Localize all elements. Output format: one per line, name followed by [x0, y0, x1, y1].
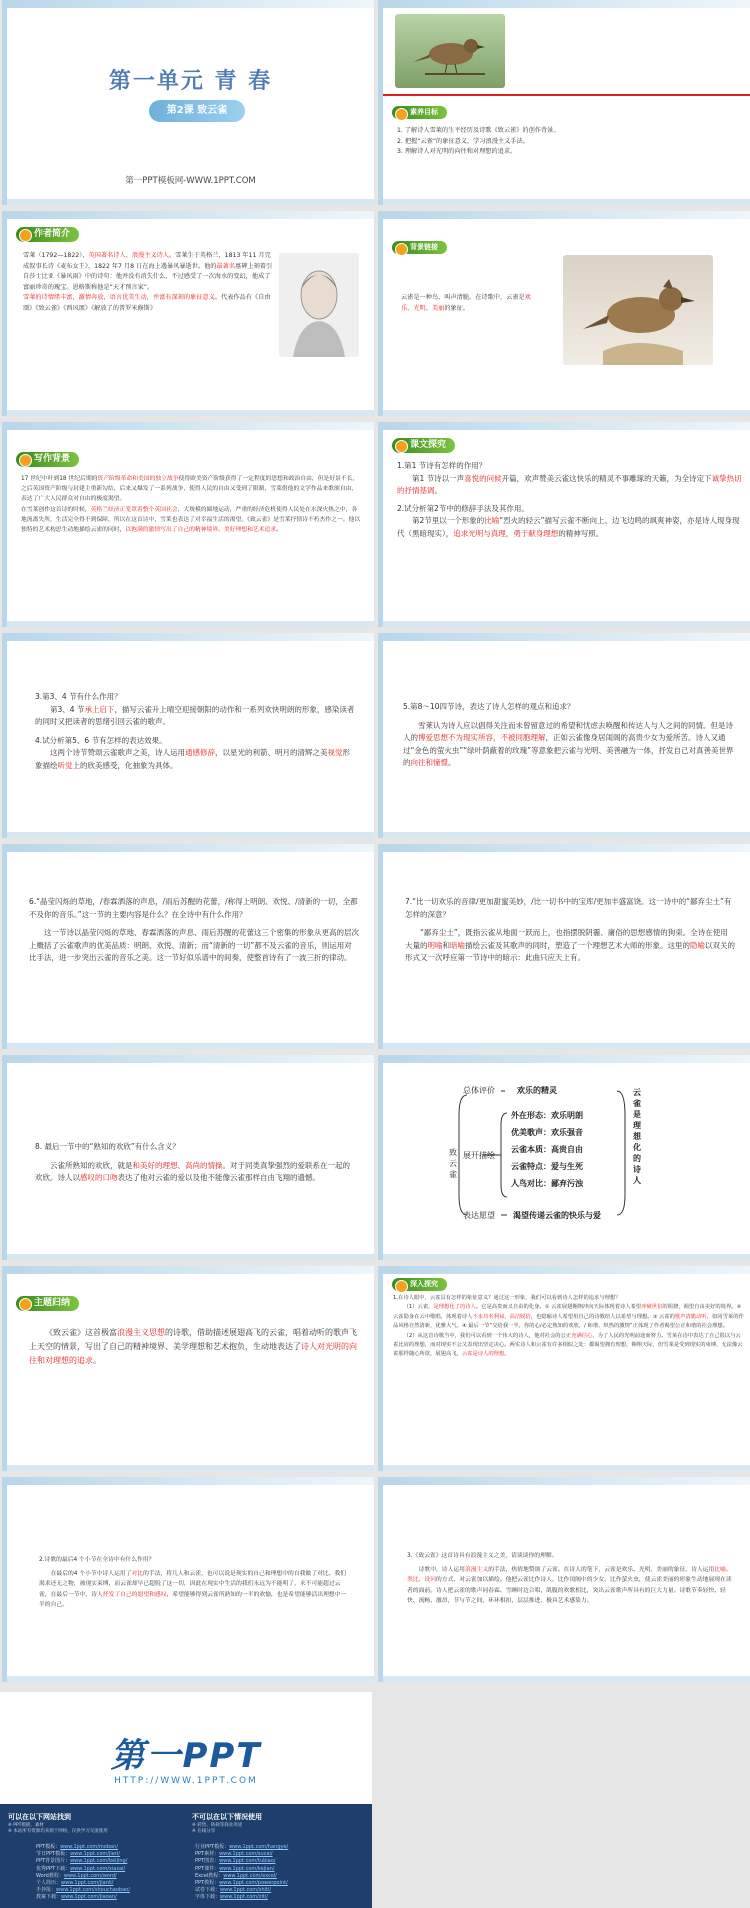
- t: 喜悦的问候: [464, 473, 502, 483]
- note: ※ 转售、转载等商业用途: [192, 1823, 243, 1828]
- t: 和美好的理想、高尚的情操: [132, 1160, 223, 1170]
- t: “烈火的轻云”描写云雀不断向上、边飞边鸣的飒爽神姿，亦是诗人现身现代（黑暗现实），: [397, 516, 740, 538]
- t: 的阻挠，渴望自由美好的境界。② 云雀隐身在云中歌唱，体现着诗人: [393, 1304, 742, 1320]
- inquiry-text: [393, 1294, 745, 1360]
- t: 开篇，欢声赞美云雀这快乐的精灵不事雕琢的天籁，为全诗定下: [501, 473, 712, 483]
- cover-footer: 第一PPT模板网-WWW.1PPT.COM: [125, 176, 256, 186]
- answer: 这一节诗以晶莹闪烁的草地、春霖洒落的声息、雨后苏醒的花蕾这三个密集的形象从更高的层次上概括了云雀歌声的优美品质：明朗、欢悦、清新；而“清新的一切”都不及云雀的音乐，则运用对比手法，进一步突出云雀的音乐之美。这一节好似乐谱中的间奏，使整首诗有了一波三折的律动。: [29, 928, 359, 962]
- t: 冲破世俗: [641, 1304, 663, 1311]
- slide-question-7[interactable]: [378, 844, 750, 1049]
- t: 第2节里以一个形象的: [412, 516, 485, 525]
- q8-text: [35, 1141, 355, 1185]
- promo-link-label: PPT模板：: [36, 1844, 61, 1850]
- t: 的手法，热情地赞颂了云雀。在诗人的笔下，云雀是欢乐、光明、美丽的象征。诗人运用: [488, 1567, 715, 1574]
- t: 是理想化了的诗人: [433, 1304, 476, 1311]
- promo-link-label: 节日PPT模板：: [36, 1851, 71, 1858]
- t: 17 世纪中叶到18 世纪后期的: [21, 476, 98, 482]
- t: 上的欣美感受，化抽象为具体。: [72, 760, 178, 770]
- t: 隐喻: [690, 940, 705, 950]
- t: ，描写云雀升上晴空迎接朝阳的动作和一系列欢快明朗的形象，感染读者的同时又把读者的思绪引回云雀的歌声。: [35, 704, 355, 726]
- t: “鄙弃尘土”，既指云雀从地面一跃而上，也指摆脱阴霾、庸俗的思想感情的狗束。全诗在使用大量的: [405, 928, 728, 950]
- slide-promo[interactable]: [0, 1692, 372, 1908]
- t: 《致云雀》这首极富: [45, 1328, 117, 1337]
- t: 。: [504, 1351, 510, 1358]
- writing-background-text: [21, 474, 361, 535]
- t: 。它是高贵而又自由的化身。① 云雀展翅翱翔冲向天际体现着诗人希望: [475, 1304, 642, 1311]
- t: 浪漫主义: [464, 1567, 489, 1574]
- promo-link-row: [195, 1866, 288, 1873]
- tree-side: 云雀是理想化的诗人: [633, 1088, 641, 1185]
- promo-link-label: PPT教程：: [195, 1880, 220, 1887]
- promo-link-label: Excel教程：: [195, 1872, 224, 1879]
- promo-link-label: Word教程：: [36, 1872, 64, 1879]
- note: ※ PPT模板、素材: [8, 1823, 44, 1828]
- promo-link[interactable]: www.1ppt.com/kejian/: [219, 1865, 275, 1872]
- t: 和: [442, 940, 450, 950]
- promo-heading: 不可以在以下情况使用: [192, 1813, 262, 1821]
- t: 通感修辞: [185, 748, 215, 757]
- shelley-portrait: [279, 253, 359, 357]
- tree-leaf: 欢乐的精灵: [517, 1086, 557, 1095]
- slide-question-6[interactable]: [2, 844, 374, 1049]
- t: 歌声清脆动听: [674, 1313, 707, 1320]
- slide-text-exploration[interactable]: [378, 422, 750, 627]
- question: 3.《致云雀》这首诗具有浪漫主义之美，请谈谈你的理解。: [407, 1553, 558, 1559]
- t: 抒发了自己的愿望和感叹: [102, 1591, 167, 1598]
- t: （1）云雀，: [403, 1304, 434, 1311]
- t: 在最后的4 个小节中诗人运用了: [50, 1571, 132, 1578]
- promo-link-label: 手抄报：: [36, 1887, 57, 1894]
- tree-leaf: 渴望传递云雀的快乐与爱: [513, 1211, 601, 1220]
- romanticism-text: [407, 1551, 732, 1606]
- slide-theme[interactable]: [2, 1266, 374, 1471]
- promo-link-label: PPT背景图片：: [36, 1858, 71, 1865]
- t: ，为了人民的光明前途而努力。雪莱在诗中表达了自己很以与云雀比肩的理想，而对现实不公又表现出坚定决心。两实诗人和云雀有许多相似之处：都渴望拥有理想，翱翔天际，但雪莱是受到现实的束缚，无法像云雀那样随心所欲，展翅高飞，: [393, 1332, 743, 1358]
- question: 1.第1 节诗有怎样的作用？: [397, 461, 487, 470]
- t: 。代表作品有《自由颂》《致云雀》《西风颂》《解放了的普罗米修斯》: [23, 294, 271, 312]
- tree-branch: 表达愿望: [463, 1211, 495, 1220]
- t: 第1 节诗以一声: [412, 473, 465, 483]
- t: 。: [276, 527, 282, 534]
- t: 最著名: [216, 262, 236, 270]
- t: ，也隐喻诗人希望用自己的诗歌给人以希望与理想。③ 云雀的: [530, 1313, 675, 1320]
- t: （2）从这首诗歌当中，我们可以看到一个伟大的诗人，他对社会的公正: [403, 1332, 572, 1339]
- slide-romanticism[interactable]: [378, 1477, 750, 1682]
- t: 充满信心: [571, 1332, 593, 1339]
- tree-leaf: 云雀本质：高贵自由: [511, 1145, 583, 1154]
- promo-link[interactable]: www.1ppt.com/jianli/: [61, 1880, 114, 1887]
- tree-branch: 总体评价: [463, 1086, 495, 1095]
- promo-link-row: [195, 1858, 288, 1865]
- t: 的精神写照。: [558, 528, 604, 538]
- t: 的诗歌，借助描述展翅高飞的云雀，唱着动听的歌声飞上天空的情景，写出了自己的精神境界、美学理想和艺术抱负，生动地表达了: [29, 1328, 357, 1351]
- objectives-list: [397, 126, 737, 158]
- objective-item: 3. 理解诗人对光明的向往和对理想的追求。: [397, 148, 517, 155]
- objective-item: 1. 了解诗人雪莱的生平经历及诗歌《致云雀》的创作背景。: [397, 127, 560, 134]
- t: 比喻、类比、设问: [407, 1567, 732, 1584]
- promo-link[interactable]: www.1ppt.com/shouchaobao/: [56, 1887, 130, 1894]
- tree-leaf: 优美歌声：欢乐强音: [511, 1128, 583, 1137]
- promo-link-label: 行业PPT模板：: [195, 1844, 230, 1850]
- promo-notes: [192, 1823, 242, 1835]
- q3-q4-text: [35, 691, 355, 772]
- slide-writing-background[interactable]: [2, 422, 374, 627]
- theme-text: [29, 1326, 359, 1368]
- t: 形象描绘: [35, 748, 350, 770]
- t: 。: [93, 1356, 101, 1365]
- promo-link[interactable]: www.1ppt.com/powerpoint/: [219, 1880, 288, 1887]
- slide-question-5[interactable]: [378, 633, 750, 838]
- t: 在雪莱创作这首诗的时候，: [21, 506, 91, 513]
- lesson-pill: 第2课 致云雀: [149, 100, 245, 122]
- objective-item: 2. 把握“云雀”的象征意义，学习浪漫主义手法。: [397, 137, 529, 145]
- promo-links-right: [195, 1844, 288, 1902]
- t: ，希望能够得到云雀所熟知的一半的欢愉，也是希望能够活出理想中一半的自己。: [39, 1591, 347, 1608]
- t: 的象征。: [444, 304, 470, 312]
- t: 的方式，对云雀加以描绘。他把云雀比作诗人，比作闺阁中的少女，比作萤火虫，使云雀美丽的形象生动地展现在读者的面前。诗人把云雀的歌声同春霖、雪睡时边合唱，肌腹的欢歌相比，突出云雀歌声所具有的巨大力量。诗歌节奏轻快、轻快、流畅、激昂，节与节之间，环环相扣，层层推进，极具艺术感染力。: [407, 1577, 732, 1604]
- t: 描绘云雀及其歌声的同时，塑造了一个理想艺术大师的形象。这里的: [465, 940, 690, 950]
- question: 5.第8～10四节诗，表达了诗人怎样的观点和追求？: [403, 702, 575, 711]
- t: 暗喻: [450, 940, 465, 950]
- t: 以双关的形式又一次呼应第一节诗中的暗示：此曲只应天上有。: [405, 940, 735, 962]
- tree-leaf: 人鸟对比：鄙弃污浊: [511, 1179, 583, 1188]
- lark-icon: [563, 255, 713, 365]
- promo-link[interactable]: www.1ppt.com/ziti/: [220, 1894, 268, 1901]
- t: 使得欧美资产阶级获得了一定程度的思想和政治自由，但是好景不长，之后英国资产阶级与封建主重新勾结，后来又爆发了一系列战争，使得人民的自由又受到了限制，雪莱借他的文学作品来歌颂自由，表达了广大人民群众对自由的极度渴望。: [21, 476, 359, 503]
- promo-link[interactable]: www.1ppt.com/tubiao/: [219, 1858, 276, 1865]
- promo-logo: 第一PPT: [110, 1736, 262, 1776]
- promo-link-row: [195, 1894, 288, 1901]
- t: ，如同雪莱的作品风格自然清新，优雅大气。④ 最后一节“交给我一半，你的心/必定熟知的欢欣，/ 和谐、炽热的激情”正体现了作者渴望公正和谐的社会理想。: [393, 1313, 744, 1330]
- t: 的手法，将几人和云雀，也可以说是现实的自己和理想中的自我做了对比。我们渴求还无之物，被现实束缚，而云雀却早已超脱了这一切，因此在现实中生活的我们永远为不能明了，永不可能超过云雀，在最后一节中，诗人: [39, 1571, 346, 1598]
- promo-heading: 可以在以下网站找到: [8, 1813, 71, 1821]
- tree-leaf: 云雀特点：爱与生死: [511, 1162, 583, 1171]
- t: 这两个诗节赞颂云雀歌声之美，诗人运用: [50, 748, 185, 757]
- slide-last-four-stanzas[interactable]: [2, 1477, 374, 1682]
- question: 2.试分析第2节中的修辞手法及其作用。: [397, 503, 529, 513]
- promo-link[interactable]: www.1ppt.com/beijing/: [70, 1858, 128, 1865]
- promo-link-row: [36, 1873, 130, 1880]
- t: 追求光明与真理，勇于献身理想: [453, 528, 559, 538]
- objectives-badge: 素养目标: [392, 106, 447, 119]
- t: 比喻: [484, 516, 500, 525]
- t: 诗歌中，诗人运用: [418, 1567, 465, 1574]
- t: 云雀所熟知的欢欣，就是: [50, 1160, 133, 1170]
- promo-link[interactable]: www.1ppt.com/jieri/: [70, 1851, 120, 1858]
- link-badge: 背景链接: [392, 241, 447, 254]
- t: 英格兰经济正笼罩着整个英国社会: [90, 506, 178, 513]
- tree-leaf: 外在形态：欢乐明朗: [511, 1111, 583, 1120]
- slide-author[interactable]: [2, 211, 374, 416]
- question: 4.试分析第5、6 节有怎样的表达效果。: [35, 735, 167, 745]
- promo-link-label: PPT课件：: [195, 1865, 220, 1872]
- slide-deep-inquiry[interactable]: [378, 1266, 750, 1471]
- exploration-badge: 课文探究: [392, 438, 455, 453]
- promo-notes: [8, 1823, 108, 1835]
- slide-objectives[interactable]: [378, 0, 750, 205]
- question: 7.“比一切欢乐的音律/更加甜蜜美妙，/比一切书中的宝库/更加丰盛富饶。这一诗中的“鄙弃尘土”有怎样的深意？: [405, 897, 732, 919]
- t: 明喻: [427, 940, 443, 950]
- q7-text: [405, 896, 735, 965]
- t: 听觉: [57, 760, 73, 770]
- t: 英国著名诗人、浪漫主义诗人: [88, 252, 169, 259]
- q6-text: [29, 896, 359, 965]
- note: ※ 本站所有资源均来源于网络，仅供学习交流使用: [8, 1829, 108, 1834]
- t: 雪莱（1792—1822），: [23, 252, 89, 259]
- theme-badge: 主题归纳: [16, 1296, 79, 1311]
- t: 墓碑上刻着引自莎士比亚《暴风雨》中的诗句：他并没有消失什么，不过感受了一次海水的变幻，他成了富丽珍奇的瑰宝。恩格斯称他是“天才预言家”。: [23, 262, 273, 291]
- author-badge: 作者简介: [16, 227, 79, 242]
- author-text: [23, 251, 273, 314]
- t: 诗人对光明的向往和对理想的追求: [29, 1342, 357, 1365]
- promo-link-row: [36, 1866, 130, 1873]
- promo-link[interactable]: www.1ppt.com/sucai/: [219, 1851, 273, 1858]
- tree-root: 致云雀: [449, 1148, 457, 1179]
- promo-link[interactable]: www.1ppt.com/xiazai/: [70, 1865, 126, 1872]
- slide-structure-tree[interactable]: [378, 1055, 750, 1260]
- lark-photo: [563, 255, 713, 365]
- question: 6.“晶莹闪烁的草地，/春霖洒落的声息，/雨后苏醒的花蕾，/称得上明朗、欢悦、/清新的一切，全都不及你的音乐。”这一节的主要内容是什么？在全诗中有什么作用？: [29, 897, 358, 919]
- t: 欢乐、光明、美丽: [401, 294, 531, 312]
- t: 感叹的口吻: [80, 1173, 118, 1182]
- lark-icon: [395, 14, 505, 88]
- slide-question-8[interactable]: [2, 1055, 374, 1260]
- t: 雪莱的诗情绪丰富，激情奔放，语言优美生动，并富有深刻的象征意义: [23, 294, 215, 301]
- promo-link-label: 试卷下载：: [195, 1887, 221, 1894]
- promo-link[interactable]: www.1ppt.com/hangye/: [229, 1844, 289, 1850]
- promo-links-left: [36, 1844, 130, 1902]
- promo-link-label: 教案下载：: [36, 1894, 62, 1901]
- t: 资产阶级革命和美国的独立战争: [97, 476, 179, 482]
- t: 视觉: [327, 748, 343, 757]
- t: ，正如云雀像身居闺阁的高贵少女为爱所苦。诗人又通过“金色的萤火虫”“绿叶荫蔽着的玫瑰”等意象把云雀与光明、美善融为一体，抒发自己对真善美世界的: [403, 733, 734, 767]
- t: ，大规模的圈地运动，严重的经济危机使得人民处在水深火热之中，各地流离失所，生活完全得不到保障，所以在这首诗中，雪莱也表达了对幸福生活的渴望。《致云雀》是雪莱抒情诗不朽杰作之一。他以独特的艺术构思生动地描绘云雀的同时，: [21, 506, 361, 534]
- note: ※ 在线分享: [192, 1829, 216, 1834]
- promo-link-label: 字体下载：: [195, 1894, 221, 1901]
- t: 对比: [131, 1571, 144, 1578]
- t: 博爱思想不为现实所容，不被同胞理解: [418, 733, 546, 742]
- tree-leaves: [511, 1107, 583, 1192]
- promo-link[interactable]: www.1ppt.com/moban/: [60, 1844, 118, 1850]
- t: 浪漫主义思想: [117, 1328, 165, 1337]
- promo-link-row: [195, 1873, 288, 1880]
- t: 。雪莱生于英格兰，1813 年11 月完成叙事长诗《麦布女王》，1822 年7 月8 日在海上遇暴风暴逝世。他的: [23, 252, 271, 270]
- promo-link-label: PPT素材：: [195, 1851, 220, 1858]
- promo-link[interactable]: www.1ppt.com/excel/: [223, 1872, 277, 1879]
- t: 。: [448, 758, 456, 767]
- slide-cover[interactable]: [2, 0, 374, 205]
- t: 向往和憧憬: [410, 758, 448, 767]
- t: 云雀是一种鸟，叫声清脆。在诗歌中，云雀是: [401, 294, 525, 301]
- t: ，以星光的利箭、明月的清辉之美: [215, 748, 328, 757]
- t: 雪莱认为诗人应以倡得关注而未曾留意过的希望和忧虑去唤醒和传达人与人之间的同情。但是诗人的: [403, 720, 733, 742]
- promo-url[interactable]: HTTP://WWW.1PPT.COM: [114, 1776, 258, 1786]
- t: 表达了他对云雀的爱以及他不能像云雀那样自由飞翔的遗憾。: [117, 1173, 320, 1182]
- lark-symbol-text: [401, 293, 541, 314]
- inquiry-badge: 深入探究: [392, 1278, 447, 1291]
- question: 2.诗歌的最后4 个小节在全诗中有什么作用？: [39, 1557, 155, 1563]
- t: 云雀是诗人的理想: [461, 1351, 505, 1358]
- t: 不求功名利禄，高洁脱俗: [472, 1313, 531, 1320]
- slide-question-3-4[interactable]: [2, 633, 374, 838]
- t: 以饱满的激情写出了自己的精神境界、美好理想和艺术追求: [125, 527, 277, 534]
- exploration-text: [397, 460, 742, 540]
- promo-link[interactable]: www.1ppt.com/jiaoan/: [61, 1894, 117, 1901]
- q5-text: [403, 701, 738, 770]
- promo-link-label: 优秀PPT下载：: [36, 1865, 71, 1872]
- promo-link[interactable]: www.1ppt.com/word/: [63, 1872, 117, 1879]
- promo-link-label: PPT图表：: [195, 1858, 220, 1865]
- tree-branch: 展开描绘: [463, 1151, 495, 1160]
- last-stanzas-text: [39, 1555, 349, 1610]
- question: 8. 最后一节中的“熟知的欢欣”有什么含义？: [35, 1142, 180, 1151]
- t: 诚挚热切的抒情基调: [397, 473, 742, 495]
- writing-background-badge: 写作背景: [16, 452, 79, 467]
- question: 1.在诗人眼中，云雀具有怎样的象征意义？通过这一形象，我们可以看到诗人怎样的追求与理想？: [393, 1295, 621, 1301]
- unit-title: 第一单元 青 春: [108, 69, 273, 94]
- t: 。: [434, 486, 442, 495]
- t: 承上启下: [84, 704, 115, 714]
- lark-photo: [395, 14, 505, 88]
- promo-link-row: [36, 1858, 130, 1865]
- t: 。对于同类真挚强烈的爱联系在一起的欢欣。诗人以: [35, 1160, 350, 1182]
- promo-link-label: 个人简历：: [36, 1880, 62, 1887]
- promo-link[interactable]: www.1ppt.com/shiti/: [220, 1887, 272, 1894]
- t: 第3、4 节: [50, 704, 85, 714]
- slide-background-link[interactable]: [378, 211, 750, 416]
- portrait-icon: [279, 253, 359, 357]
- question: 3.第3、4 节有什么作用？: [35, 692, 122, 701]
- promo-link-row: [36, 1894, 130, 1901]
- promo-band: [0, 1804, 372, 1908]
